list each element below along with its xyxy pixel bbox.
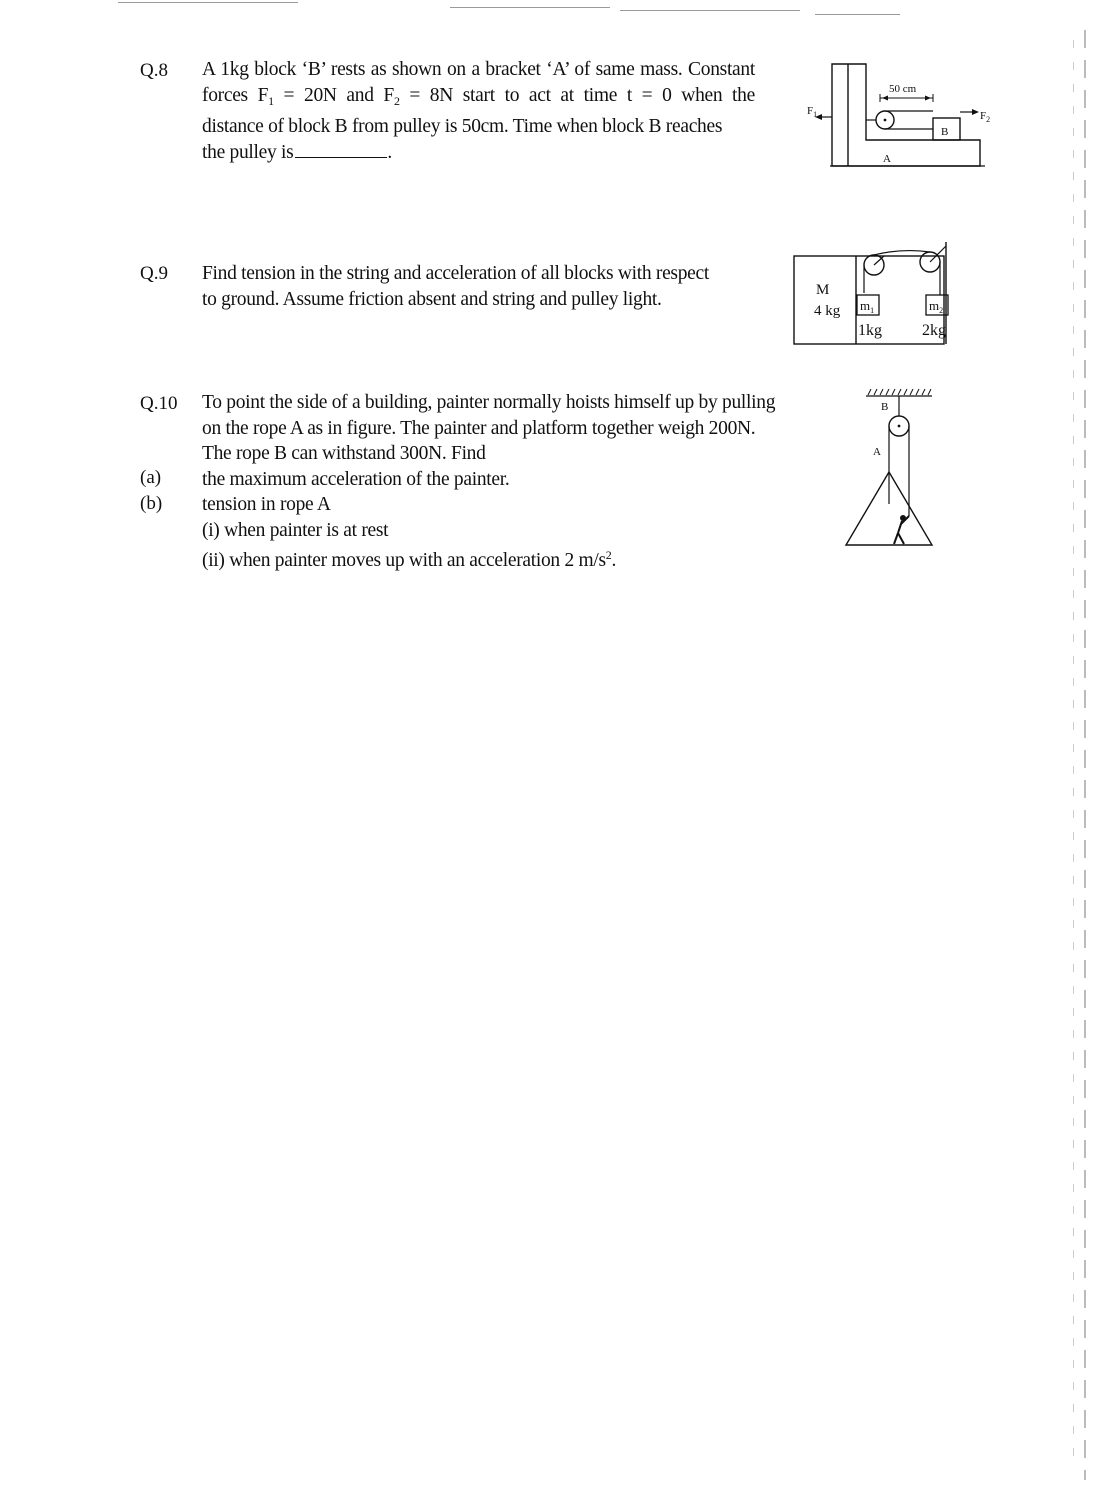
part-a-text: the maximum acceleration of the painter.: [202, 468, 510, 490]
q8-bracket-pulley-figure: [805, 60, 995, 172]
rope-b-label: B: [881, 401, 889, 413]
block-b-label: B: [941, 126, 949, 138]
block-m-mass: 4 kg: [814, 303, 841, 319]
part-a-label: (a): [140, 467, 162, 488]
question-line: distance of block B from pulley is 50cm. Time when block B reaches: [202, 116, 723, 137]
question-line: The rope B can withstand 300N. Find: [202, 443, 486, 464]
bracket-a-label: A: [883, 153, 891, 165]
page-edge-shadow: [1084, 30, 1086, 1480]
scan-artifact-line: [118, 2, 298, 3]
part-b-text: tension in rope A: [202, 494, 331, 515]
block-m2-mass: 2kg: [922, 322, 946, 339]
distance-label: 50 cm: [889, 83, 917, 95]
question-number: Q.8: [140, 60, 168, 81]
block-m-label: M: [816, 282, 830, 298]
svg-text:F1: $F_1$: [807, 105, 818, 119]
painter-figure: [894, 515, 909, 544]
question-number: Q.9: [140, 263, 168, 284]
block-m1-mass: 1kg: [858, 322, 882, 339]
question-line: to ground. Assume friction absent and string and pulley light.: [202, 288, 662, 310]
q9-pulley-blocks-figure: [790, 238, 960, 350]
question-number: Q.10: [140, 393, 178, 414]
svg-text:F2: $F_2$: [980, 110, 991, 124]
question-text: [202, 390, 802, 574]
part-b-ii: (ii) when painter moves up with an acceleration 2 $m/s^2$.: [202, 548, 617, 571]
svg-text:m1: $m_1$: [860, 298, 875, 315]
rope-a-label: A: [873, 446, 881, 458]
question-line: A 1kg block ‘B’ rests as shown on a bracket ‘A’ of same mass. Constant: [202, 59, 755, 80]
scan-artifact-line: [620, 10, 800, 11]
page-edge-shadow: [1073, 40, 1074, 1460]
question-line: forces $F_1 = 20N$ and $F_2 = 8N$ start to act at time t = 0 when the: [202, 84, 755, 108]
scan-artifact-line: [815, 14, 900, 15]
answer-blank: [295, 143, 387, 158]
q10-painter-platform-figure: [840, 384, 940, 554]
question-line: Find tension in the string and acceleration of all blocks with respect: [202, 263, 709, 284]
question-line: on the rope A as in figure. The painter and platform together weigh 200N.: [202, 417, 756, 439]
scan-artifact-line: [450, 7, 610, 8]
question-line: To point the side of a building, painter normally hoists himself up by pulling: [202, 392, 776, 413]
part-b-label: (b): [140, 493, 163, 514]
part-b-i: (i) when painter is at rest: [202, 519, 389, 541]
question-text: [202, 261, 762, 312]
question-line: the pulley is .: [202, 141, 392, 163]
svg-text:m2: $m_2$: [929, 298, 944, 315]
question-text: [202, 57, 755, 165]
